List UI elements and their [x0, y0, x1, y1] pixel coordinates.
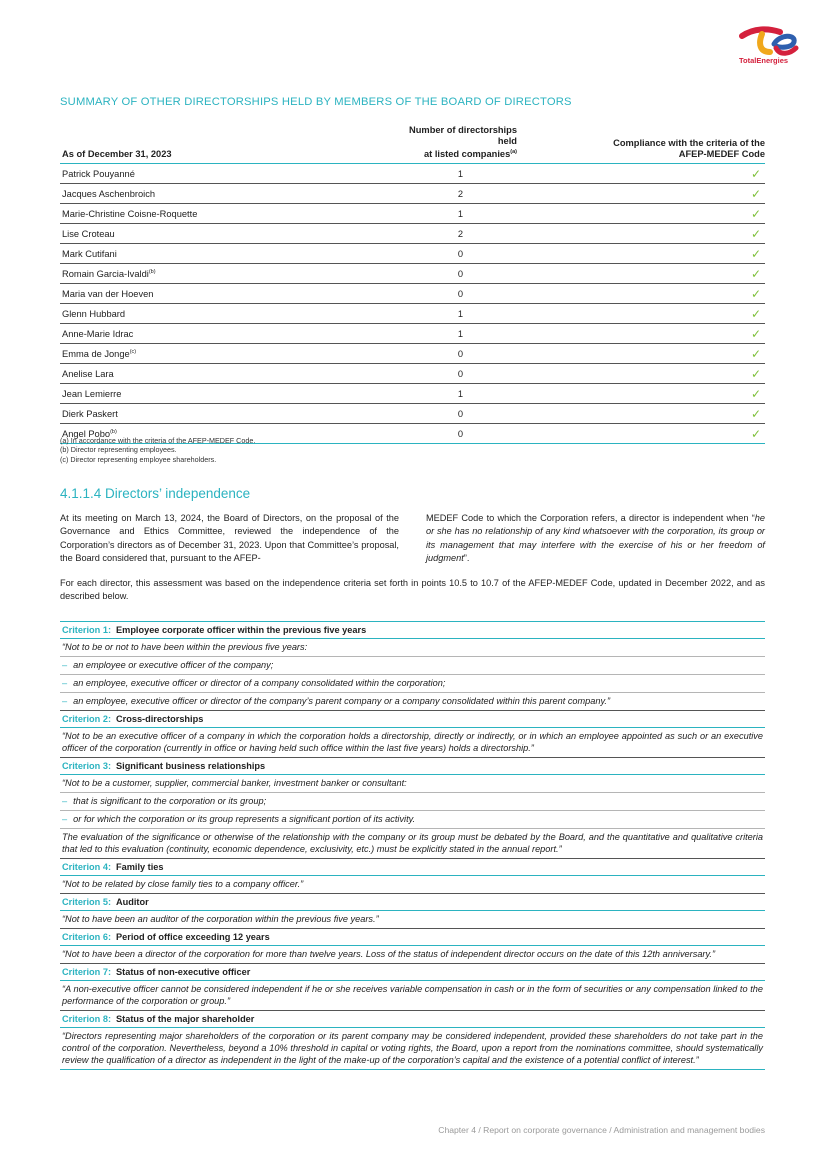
dash-bullet: –	[62, 796, 68, 806]
compliance-cell	[517, 404, 765, 424]
dash-bullet: –	[62, 660, 68, 670]
checkmark-icon: ✓	[750, 386, 761, 401]
checkmark-icon: ✓	[750, 426, 761, 441]
compliance-cell	[517, 344, 765, 364]
criterion-text: – an employee, executive officer or director of the company’s parent company or a company consolidated within this parent company.”	[62, 696, 611, 706]
criterion-block	[60, 963, 765, 1010]
criterion-text: “Not to be an executive officer of a company in which the corporation holds a directorship, directly or indirectly, or in which an employee appointed as such or an executive officer of the corporation (currently in office or having held such office within the last five years) holds a directorship.”	[62, 731, 763, 753]
table-row	[60, 184, 765, 204]
checkmark-icon: ✓	[750, 346, 761, 361]
header-compliance: Compliance with the criteria of the AFEP-MEDEF Code	[613, 138, 765, 160]
table-row	[60, 264, 765, 284]
table-row	[60, 244, 765, 264]
criterion-header	[60, 929, 765, 946]
criterion-label: Criterion 7:	[62, 967, 112, 977]
compliance-cell	[517, 324, 765, 344]
compliance-cell	[517, 164, 765, 184]
table-row	[60, 364, 765, 384]
criterion-label: Criterion 6:	[62, 932, 112, 942]
directorship-count: 0	[402, 424, 517, 444]
criterion-title: Status of non-executive officer	[116, 967, 251, 977]
table-row	[60, 404, 765, 424]
criterion-block	[60, 893, 765, 928]
directorship-count: 1	[402, 384, 517, 404]
criterion-header	[60, 894, 765, 911]
header-directorships: Number of directorships held at listed companies$^{(a)}$	[409, 125, 517, 160]
compliance-cell	[517, 284, 765, 304]
criterion-title: Cross-directorships	[116, 714, 204, 724]
criterion-label: Criterion 2:	[62, 714, 112, 724]
table-title: SUMMARY OF OTHER DIRECTORSHIPS HELD BY MEMBERS OF THE BOARD OF DIRECTORS	[60, 96, 572, 108]
directorship-count: 0	[402, 404, 517, 424]
criterion-text: The evaluation of the significance or otherwise of the relationship with the company or its group must be debated by the Board, and the quantitative and qualitative criteria that led to this evaluation (continuity, economic dependence, exclusivity, etc.) must be explicitly stated in the annual report.”	[62, 832, 763, 854]
criteria-list	[60, 621, 765, 1070]
criterion-header	[60, 622, 765, 639]
table-row	[60, 204, 765, 224]
table-footnotes	[60, 436, 255, 464]
director-name: Patrick Pouyanné	[60, 164, 402, 184]
directorship-count: 1	[402, 204, 517, 224]
directorship-count: 2	[402, 184, 517, 204]
table-row	[60, 324, 765, 344]
header-date: As of December 31, 2023	[62, 149, 172, 160]
intro-col-right: MEDEF Code to which the Corporation refers, a director is independent when “he or she has no relationship of any kind whatsoever with the corporation, its group or its management that may interfere with the exercise of his or her freedom of judgment”.	[426, 513, 765, 564]
criterion-title: Status of the major shareholder	[116, 1014, 255, 1024]
criterion-block	[60, 621, 765, 710]
director-name: Emma de Jonge$^{(c)}$	[60, 344, 402, 364]
criterion-text: “Not to have been an auditor of the corporation within the previous five years.”	[62, 914, 379, 924]
director-name: Jean Lemierre	[60, 384, 402, 404]
director-name: Jacques Aschenbroich	[60, 184, 402, 204]
criterion-label: Criterion 1:	[62, 625, 112, 635]
intro-text	[60, 512, 765, 603]
criterion-block	[60, 1010, 765, 1070]
dash-bullet: –	[62, 678, 68, 688]
director-name: Maria van der Hoeven	[60, 284, 402, 304]
director-name: Lise Croteau	[60, 224, 402, 244]
criterion-text: “Directors representing major shareholders of the corporation or its parent company may be considered independent, provided these shareholders do not take part in the control of the corporation. Nevertheless, beyond a 10% threshold in capital or voting rights, the Board, upon a report from the nominations committee, should systematically review the qualification of a director as independent in the light of the make-up of the corporation’s capital and the existence of a potential conflict of interest.”	[62, 1031, 763, 1065]
criterion-header	[60, 711, 765, 728]
criterion-header	[60, 859, 765, 876]
criterion-header	[60, 758, 765, 775]
criterion-label: Criterion 8:	[62, 1014, 112, 1024]
directorship-count: 0	[402, 244, 517, 264]
compliance-cell	[517, 204, 765, 224]
brand-name: TotalEnergies	[739, 56, 789, 65]
checkmark-icon: ✓	[750, 366, 761, 381]
director-name: Mark Cutifani	[60, 244, 402, 264]
criterion-title: Auditor	[116, 897, 149, 907]
footnote: (c) Director representing employee shareholders.	[60, 454, 217, 464]
table-row	[60, 224, 765, 244]
director-name: Anelise Lara	[60, 364, 402, 384]
criterion-text: “Not to be or not to have been within the previous five years:	[60, 639, 765, 657]
directorship-count: 0	[402, 284, 517, 304]
directorship-count: 0	[402, 264, 517, 284]
table-row	[60, 384, 765, 404]
criterion-header	[60, 964, 765, 981]
checkmark-icon: ✓	[750, 206, 761, 221]
criterion-block	[60, 757, 765, 858]
compliance-cell	[517, 184, 765, 204]
criterion-title: Employee corporate officer within the previous five years	[116, 625, 367, 635]
director-name: Anne-Marie Idrac	[60, 324, 402, 344]
criterion-text: – that is significant to the corporation or its group;	[60, 793, 765, 811]
directorship-count: 1	[402, 304, 517, 324]
compliance-cell	[517, 244, 765, 264]
checkmark-icon: ✓	[750, 246, 761, 261]
compliance-cell	[517, 364, 765, 384]
criterion-text: – an employee or executive officer of the company;	[60, 657, 765, 675]
compliance-cell	[517, 424, 765, 444]
footnote: (b) Director representing employees.	[60, 445, 177, 455]
compliance-cell	[517, 384, 765, 404]
section-heading: 4.1.1.4 Directors’ independence	[60, 486, 251, 501]
directorship-count: 0	[402, 344, 517, 364]
directorship-count: 0	[402, 364, 517, 384]
criterion-text: “A non-executive officer cannot be considered independent if he or she receives variable compensation in cash or in the form of securities or any compensation linked to the performance of the corporation or group.”	[62, 984, 763, 1006]
checkmark-icon: ✓	[750, 226, 761, 241]
criterion-text: – or for which the corporation or its group represents a significant portion of its activity.	[60, 811, 765, 829]
criterion-text: – an employee, executive officer or director of a company consolidated within the corporation;	[60, 675, 765, 693]
intro-col-left: At its meeting on March 13, 2024, the Board of Directors, on the proposal of the Governance and Ethics Committee, reviewed the independence of the Corporation’s directors as of December 31, 2023. Upon that Committee’s proposal, the Board considered that, pursuant to the AFEP-	[60, 513, 399, 564]
checkmark-icon: ✓	[750, 186, 761, 201]
page-footer: Chapter 4 / Report on corporate governance / Administration and management bodies	[438, 1125, 765, 1135]
criterion-title: Period of office exceeding 12 years	[116, 932, 270, 942]
criterion-text: “Not to have been a director of the corporation for more than twelve years. Loss of the status of independent director occurs on the date of this 12th anniversary.”	[62, 949, 716, 959]
criterion-label: Criterion 5:	[62, 897, 112, 907]
footnote: (a) In accordance with the criteria of the AFEP-MEDEF Code.	[60, 436, 256, 445]
compliance-cell	[517, 224, 765, 244]
table-row	[60, 164, 765, 184]
criterion-text: “Not to be related by close family ties to a company officer.”	[62, 879, 304, 889]
checkmark-icon: ✓	[750, 166, 761, 181]
directorships-table	[60, 125, 765, 444]
dash-bullet: –	[62, 696, 68, 706]
director-name: Angel Pobo$^{(b)}$	[60, 424, 402, 444]
checkmark-icon: ✓	[750, 326, 761, 341]
directorship-count: 2	[402, 224, 517, 244]
criterion-label: Criterion 4:	[62, 862, 112, 872]
criterion-header	[60, 1011, 765, 1028]
director-name: Dierk Paskert	[60, 404, 402, 424]
criterion-title: Significant business relationships	[116, 761, 266, 771]
dash-bullet: –	[62, 814, 68, 824]
directorship-count: 1	[402, 164, 517, 184]
director-name: Glenn Hubbard	[60, 304, 402, 324]
table-row	[60, 344, 765, 364]
director-name: Marie-Christine Coisne-Roquette	[60, 204, 402, 224]
criterion-block	[60, 928, 765, 963]
compliance-cell	[517, 304, 765, 324]
checkmark-icon: ✓	[750, 266, 761, 281]
directorship-count: 1	[402, 324, 517, 344]
criterion-block	[60, 710, 765, 757]
criterion-text: “Not to be a customer, supplier, commercial banker, investment banker or consultant:	[60, 775, 765, 793]
director-name: Romain Garcia-Ivaldi$^{(b)}$	[60, 264, 402, 284]
checkmark-icon: ✓	[750, 406, 761, 421]
table-row	[60, 284, 765, 304]
table-row	[60, 304, 765, 324]
checkmark-icon: ✓	[750, 306, 761, 321]
criterion-title: Family ties	[116, 862, 164, 872]
intro-paragraph: For each director, this assessment was based on the independence criteria set forth in points 10.5 to 10.7 of the AFEP-MEDEF Code, updated in December 2022, and as described below.	[60, 577, 765, 602]
checkmark-icon: ✓	[750, 286, 761, 301]
criterion-block	[60, 858, 765, 893]
compliance-cell	[517, 264, 765, 284]
criterion-label: Criterion 3:	[62, 761, 112, 771]
